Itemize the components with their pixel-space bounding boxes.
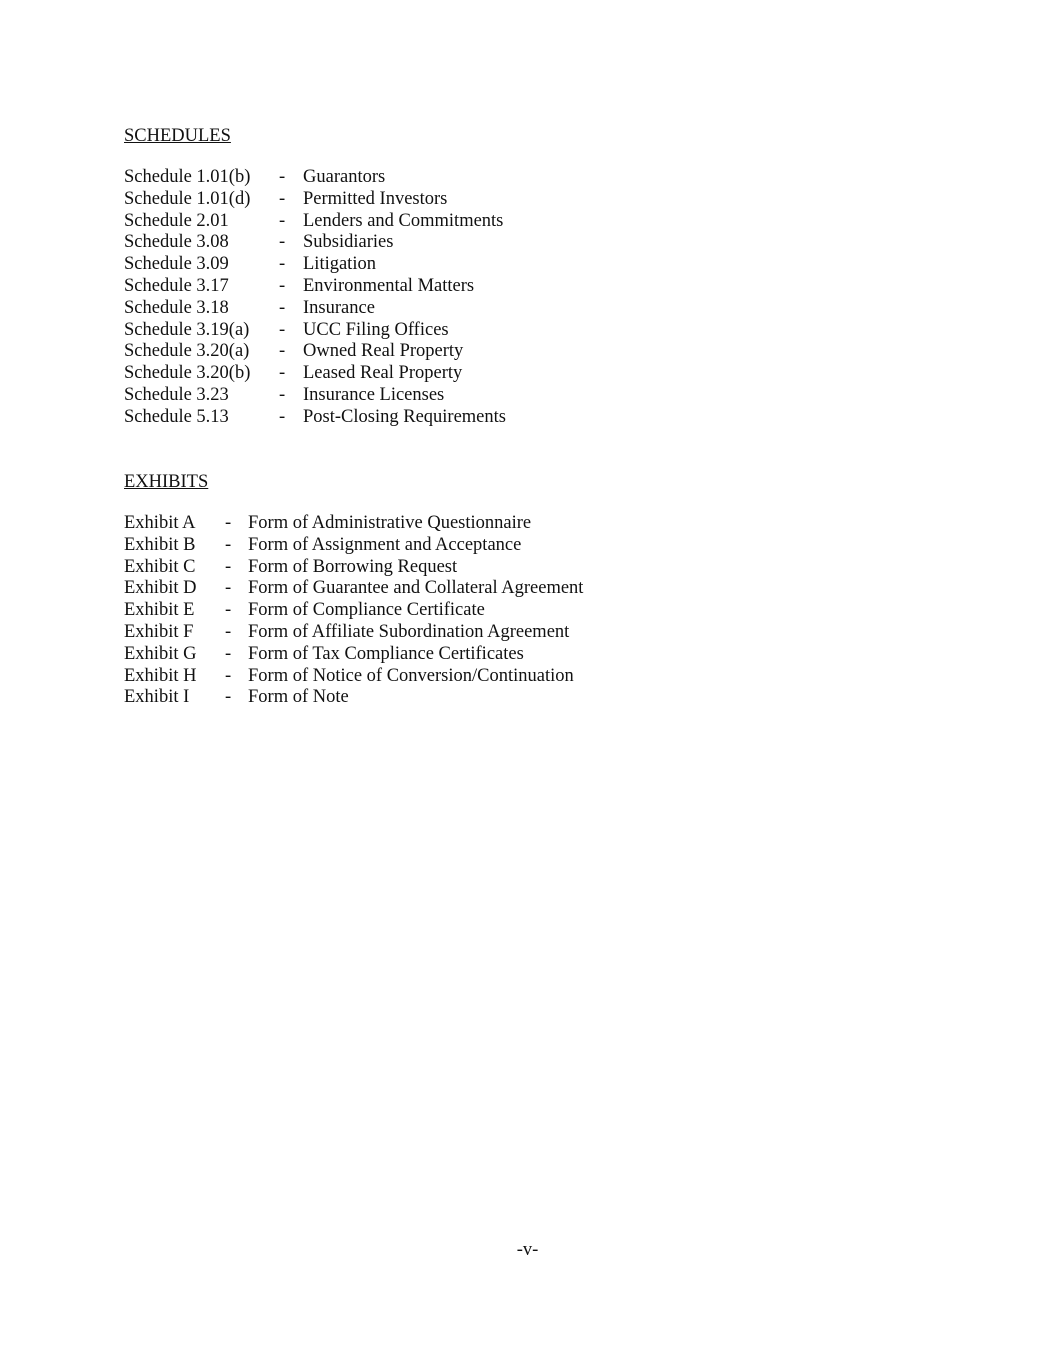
schedule-description: Permitted Investors [303,188,448,209]
separator-dash: - [225,513,232,533]
schedule-description: Leased Real Property [303,363,463,384]
separator-dash: - [279,167,286,187]
schedule-description: UCC Filing Offices [303,319,449,340]
schedule-ref: Schedule 1.01(b) [124,167,251,187]
separator-dash: - [279,406,286,427]
exhibit-ref: Exhibit D [124,578,197,599]
separator-dash: - [279,341,286,362]
schedules-heading: SCHEDULES [124,126,231,146]
separator-dash: - [225,687,232,708]
separator-dash: - [279,319,286,340]
schedule-ref: Schedule 5.13 [124,406,229,427]
separator-dash: - [225,578,232,599]
exhibit-description: Form of Compliance Certificate [248,600,485,621]
schedule-description: Lenders and Commitments [303,210,504,231]
schedule-description: Owned Real Property [303,341,464,362]
exhibit-description: Form of Note [248,687,349,708]
schedule-ref: Schedule 3.09 [124,254,229,275]
schedule-description: Insurance Licenses [303,384,445,405]
separator-dash: - [279,188,286,209]
separator-dash: - [279,232,286,253]
schedule-description: Guarantors [303,167,386,187]
schedule-description: Insurance [303,297,375,318]
page-number: -v- [516,1240,539,1260]
exhibit-ref: Exhibit I [124,687,190,708]
schedule-ref: Schedule 1.01(d) [124,188,251,209]
schedule-description: Post-Closing Requirements [303,406,506,427]
schedule-description: Litigation [303,254,376,275]
separator-dash: - [225,621,232,642]
separator-dash: - [279,210,286,231]
exhibit-ref: Exhibit A [124,513,196,533]
exhibit-description: Form of Borrowing Request [248,556,458,577]
exhibits-heading: EXHIBITS [124,472,209,492]
separator-dash: - [279,384,286,405]
schedule-ref: Schedule 3.19(a) [124,319,250,340]
exhibit-description: Form of Notice of Conversion/Continuation [248,665,574,686]
exhibit-ref: Exhibit E [124,600,195,621]
separator-dash: - [225,643,232,664]
schedule-ref: Schedule 3.17 [124,275,229,296]
exhibit-ref: Exhibit B [124,534,196,555]
exhibit-description: Form of Tax Compliance Certificates [248,643,524,664]
exhibit-ref: Exhibit C [124,556,196,577]
separator-dash: - [225,556,232,577]
schedule-description: Subsidiaries [303,232,394,253]
separator-dash: - [225,534,232,555]
schedule-ref: Schedule 3.20(b) [124,363,251,384]
separator-dash: - [279,254,286,275]
schedule-ref: Schedule 3.20(a) [124,341,250,362]
schedule-ref: Schedule 3.23 [124,384,229,405]
schedule-description: Environmental Matters [303,275,475,296]
separator-dash: - [279,363,286,384]
schedule-ref: Schedule 2.01 [124,210,229,231]
schedule-ref: Schedule 3.18 [124,297,229,318]
exhibit-description: Form of Assignment and Acceptance [248,534,522,555]
exhibit-description: Form of Affiliate Subordination Agreement [248,621,570,642]
exhibit-ref: Exhibit F [124,621,194,642]
separator-dash: - [225,665,232,686]
schedule-ref: Schedule 3.08 [124,232,229,253]
exhibit-ref: Exhibit H [124,665,197,686]
exhibit-description: Form of Guarantee and Collateral Agreement [248,578,584,599]
exhibit-description: Form of Administrative Questionnaire [248,513,532,533]
separator-dash: - [279,275,286,296]
separator-dash: - [225,600,232,621]
separator-dash: - [279,297,286,318]
exhibit-ref: Exhibit G [124,643,197,664]
